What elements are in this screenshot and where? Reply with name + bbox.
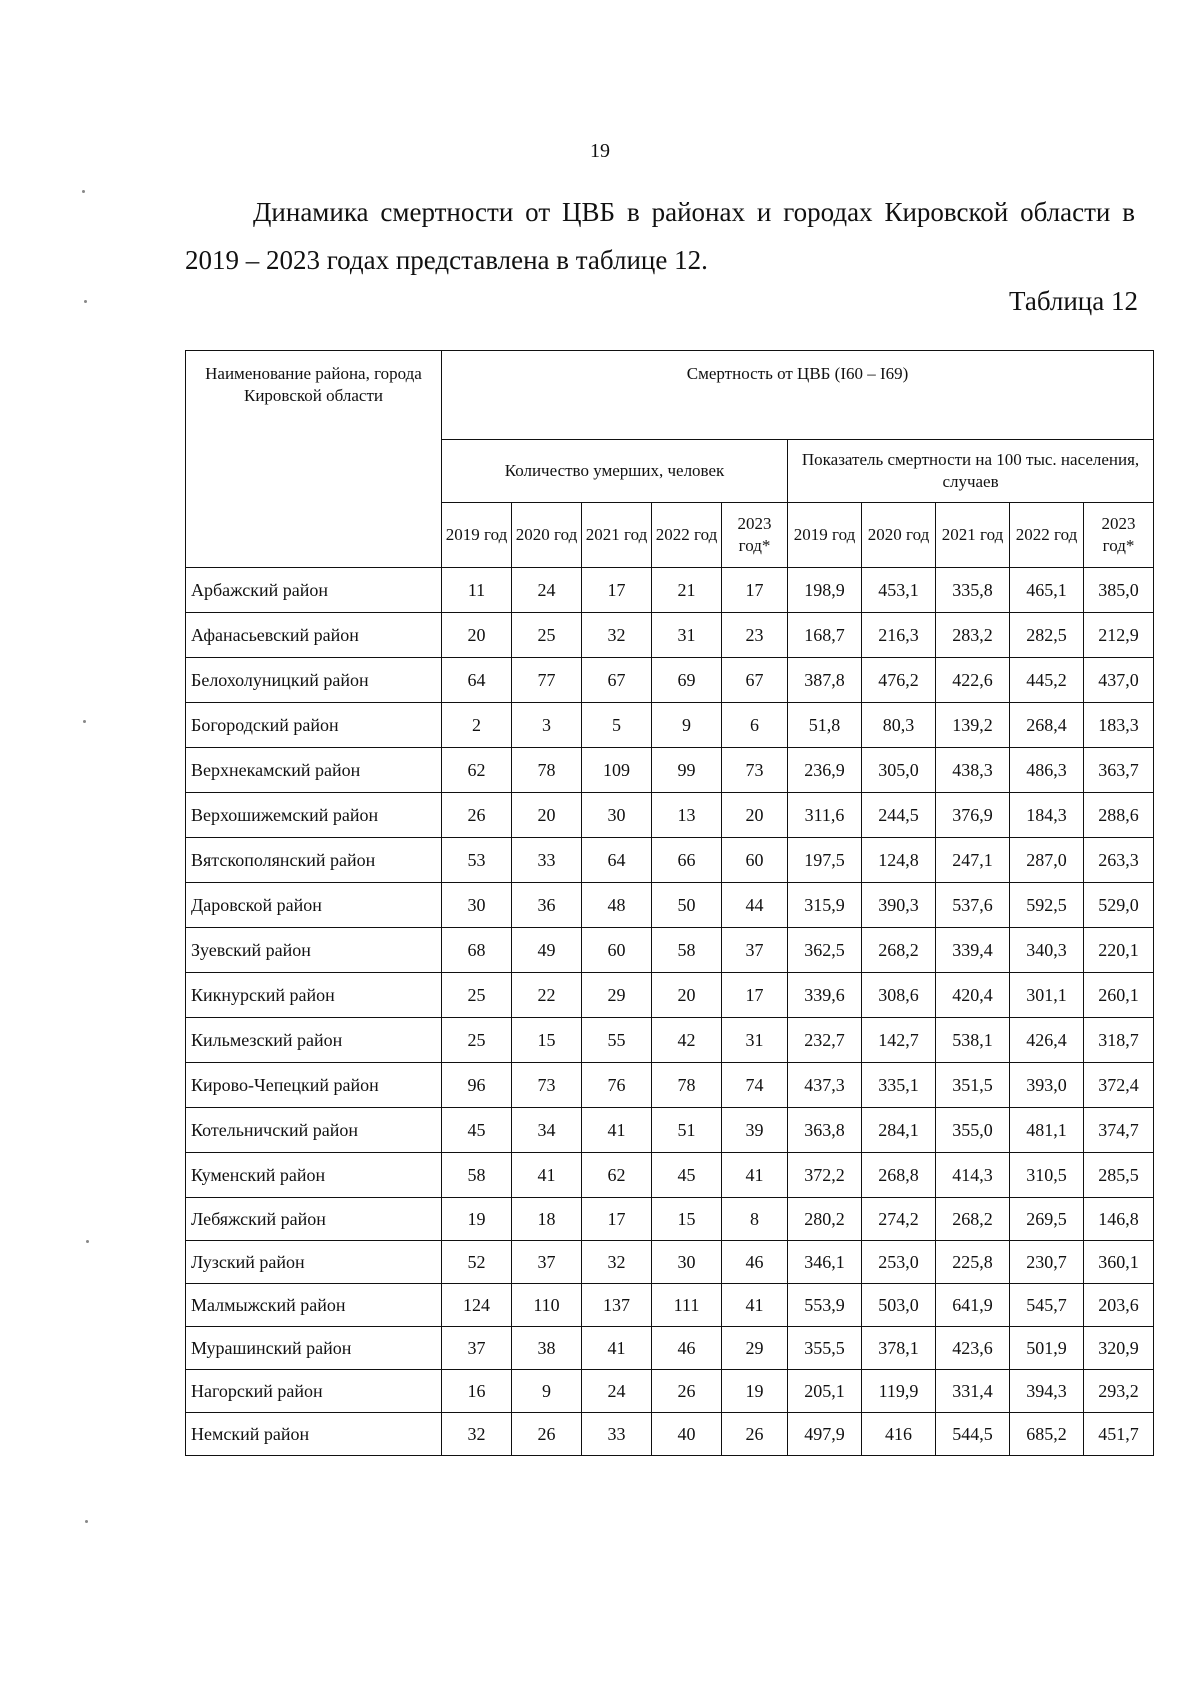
table-row [186,1153,1154,1198]
death-count-cell: 45 [652,1153,722,1198]
mortality-rate-cell: 220,1 [1084,928,1154,973]
death-count-cell: 16 [442,1370,512,1413]
death-count-cell: 5 [582,703,652,748]
mortality-rate-cell: 497,9 [788,1413,862,1456]
death-count-cell: 32 [582,613,652,658]
death-count-cell: 23 [722,613,788,658]
scan-speck [84,300,87,303]
death-count-cell: 26 [722,1413,788,1456]
mortality-rate-cell: 346,1 [788,1241,862,1284]
death-count-cell: 17 [722,568,788,613]
death-count-cell: 33 [512,838,582,883]
mortality-rate-cell: 315,9 [788,883,862,928]
district-name-cell: Мурашинский район [186,1327,442,1370]
mortality-rate-cell: 124,8 [862,838,936,883]
mortality-rate-cell: 355,0 [936,1108,1010,1153]
death-count-cell: 74 [722,1063,788,1108]
death-count-cell: 137 [582,1284,652,1327]
district-name-cell: Кирово-Чепецкий район [186,1063,442,1108]
mortality-rate-cell: 225,8 [936,1241,1010,1284]
header-year: 2021 год [582,503,652,568]
mortality-rate-cell: 168,7 [788,613,862,658]
mortality-rate-cell: 545,7 [1010,1284,1084,1327]
district-name-cell: Лузский район [186,1241,442,1284]
mortality-rate-cell: 308,6 [862,973,936,1018]
mortality-rate-cell: 301,1 [1010,973,1084,1018]
mortality-rate-cell: 339,6 [788,973,862,1018]
mortality-rate-cell: 426,4 [1010,1018,1084,1063]
mortality-rate-cell: 284,1 [862,1108,936,1153]
death-count-cell: 8 [722,1198,788,1241]
header-death-count: Количество умерших, человек [442,440,788,503]
mortality-rate-cell: 553,9 [788,1284,862,1327]
mortality-rate-cell: 363,7 [1084,748,1154,793]
mortality-rate-cell: 212,9 [1084,613,1154,658]
mortality-rate-cell: 355,5 [788,1327,862,1370]
death-count-cell: 15 [512,1018,582,1063]
mortality-rate-cell: 282,5 [1010,613,1084,658]
mortality-rate-cell: 287,0 [1010,838,1084,883]
mortality-rate-cell: 80,3 [862,703,936,748]
death-count-cell: 3 [512,703,582,748]
death-count-cell: 24 [582,1370,652,1413]
mortality-rate-cell: 335,1 [862,1063,936,1108]
mortality-rate-cell: 203,6 [1084,1284,1154,1327]
mortality-rate-cell: 260,1 [1084,973,1154,1018]
header-year: 2022 год [652,503,722,568]
table-row [186,1018,1154,1063]
death-count-cell: 49 [512,928,582,973]
death-count-cell: 73 [512,1063,582,1108]
death-count-cell: 64 [582,838,652,883]
mortality-rate-cell: 268,2 [936,1198,1010,1241]
death-count-cell: 22 [512,973,582,1018]
intro-paragraph: Динамика смертности от ЦВБ в районах и городах Кировской области в 2019 – 2023 годах представлена в таблице 12. [185,197,1135,275]
death-count-cell: 6 [722,703,788,748]
death-count-cell: 42 [652,1018,722,1063]
death-count-cell: 99 [652,748,722,793]
table-row [186,568,1154,613]
death-count-cell: 25 [442,1018,512,1063]
mortality-rate-cell: 390,3 [862,883,936,928]
header-year: 2019 год [442,503,512,568]
death-count-cell: 20 [512,793,582,838]
mortality-rate-cell: 283,2 [936,613,1010,658]
death-count-cell: 46 [652,1327,722,1370]
death-count-cell: 68 [442,928,512,973]
mortality-rate-cell: 274,2 [862,1198,936,1241]
header-year: 2020 год [862,503,936,568]
mortality-rate-cell: 453,1 [862,568,936,613]
mortality-rate-cell: 268,2 [862,928,936,973]
table-row [186,928,1154,973]
death-count-cell: 32 [582,1241,652,1284]
death-count-cell: 37 [442,1327,512,1370]
mortality-rate-cell: 320,9 [1084,1327,1154,1370]
mortality-rate-cell: 374,7 [1084,1108,1154,1153]
death-count-cell: 9 [652,703,722,748]
header-year: 2020 год [512,503,582,568]
mortality-rate-cell: 340,3 [1010,928,1084,973]
death-count-cell: 45 [442,1108,512,1153]
scan-speck [83,720,86,723]
death-count-cell: 31 [722,1018,788,1063]
mortality-rate-cell: 146,8 [1084,1198,1154,1241]
mortality-rate-cell: 378,1 [862,1327,936,1370]
death-count-cell: 53 [442,838,512,883]
table-caption: Таблица 12 [1009,286,1138,316]
page-number: 19 [590,140,610,162]
death-count-cell: 41 [582,1108,652,1153]
header-mortality-rate: Показатель смертности на 100 тыс. населения, случаев [788,440,1154,503]
mortality-rate-cell: 486,3 [1010,748,1084,793]
mortality-rate-cell: 247,1 [936,838,1010,883]
mortality-rate-cell: 142,7 [862,1018,936,1063]
table-row [186,973,1154,1018]
scan-speck [82,190,85,193]
death-count-cell: 24 [512,568,582,613]
district-name-cell: Зуевский район [186,928,442,973]
scan-speck [85,1520,88,1523]
district-name-cell: Богородский район [186,703,442,748]
mortality-rate-cell: 335,8 [936,568,1010,613]
table-row [186,1241,1154,1284]
death-count-cell: 39 [722,1108,788,1153]
mortality-rate-cell: 197,5 [788,838,862,883]
death-count-cell: 111 [652,1284,722,1327]
death-count-cell: 25 [512,613,582,658]
death-count-cell: 41 [722,1153,788,1198]
death-count-cell: 38 [512,1327,582,1370]
death-count-cell: 44 [722,883,788,928]
mortality-rate-cell: 360,1 [1084,1241,1154,1284]
death-count-cell: 30 [652,1241,722,1284]
death-count-cell: 60 [722,838,788,883]
table-row [186,1284,1154,1327]
death-count-cell: 36 [512,883,582,928]
district-name-cell: Нагорский район [186,1370,442,1413]
death-count-cell: 40 [652,1413,722,1456]
death-count-cell: 17 [582,1198,652,1241]
death-count-cell: 58 [652,928,722,973]
mortality-rate-cell: 285,5 [1084,1153,1154,1198]
mortality-rate-cell: 268,8 [862,1153,936,1198]
header-year: 2023 год* [1084,503,1154,568]
table-row [186,1108,1154,1153]
death-count-cell: 48 [582,883,652,928]
death-count-cell: 109 [582,748,652,793]
death-count-cell: 9 [512,1370,582,1413]
death-count-cell: 31 [652,613,722,658]
mortality-rate-cell: 416 [862,1413,936,1456]
mortality-rate-cell: 685,2 [1010,1413,1084,1456]
district-name-cell: Верхошижемский район [186,793,442,838]
mortality-rate-cell: 394,3 [1010,1370,1084,1413]
district-name-cell: Котельничский район [186,1108,442,1153]
mortality-rate-cell: 438,3 [936,748,1010,793]
district-name-cell: Малмыжский район [186,1284,442,1327]
mortality-rate-cell: 331,4 [936,1370,1010,1413]
mortality-rate-cell: 501,9 [1010,1327,1084,1370]
death-count-cell: 37 [722,928,788,973]
death-count-cell: 67 [722,658,788,703]
mortality-rate-cell: 311,6 [788,793,862,838]
death-count-cell: 32 [442,1413,512,1456]
death-count-cell: 20 [652,973,722,1018]
mortality-rate-cell: 280,2 [788,1198,862,1241]
mortality-rate-cell: 216,3 [862,613,936,658]
mortality-rate-cell: 362,5 [788,928,862,973]
mortality-rate-cell: 544,5 [936,1413,1010,1456]
district-name-cell: Кильмезский район [186,1018,442,1063]
death-count-cell: 13 [652,793,722,838]
death-count-cell: 20 [442,613,512,658]
mortality-rate-cell: 268,4 [1010,703,1084,748]
death-count-cell: 34 [512,1108,582,1153]
district-name-cell: Верхнекамский район [186,748,442,793]
death-count-cell: 17 [722,973,788,1018]
death-count-cell: 41 [512,1153,582,1198]
mortality-rate-cell: 437,3 [788,1063,862,1108]
header-year: 2019 год [788,503,862,568]
mortality-rate-cell: 437,0 [1084,658,1154,703]
mortality-rate-cell: 305,0 [862,748,936,793]
table-row [186,658,1154,703]
mortality-rate-cell: 414,3 [936,1153,1010,1198]
mortality-rate-cell: 263,3 [1084,838,1154,883]
death-count-cell: 30 [442,883,512,928]
district-name-cell: Куменский район [186,1153,442,1198]
district-name-cell: Немский район [186,1413,442,1456]
mortality-rate-cell: 445,2 [1010,658,1084,703]
table-row [186,1063,1154,1108]
table-row [186,748,1154,793]
death-count-cell: 41 [722,1284,788,1327]
mortality-rate-cell: 420,4 [936,973,1010,1018]
mortality-rate-cell: 451,7 [1084,1413,1154,1456]
mortality-rate-cell: 269,5 [1010,1198,1084,1241]
death-count-cell: 25 [442,973,512,1018]
death-count-cell: 11 [442,568,512,613]
mortality-rate-cell: 537,6 [936,883,1010,928]
scan-speck [86,1240,89,1243]
mortality-rate-cell: 139,2 [936,703,1010,748]
death-count-cell: 58 [442,1153,512,1198]
mortality-rate-cell: 422,6 [936,658,1010,703]
death-count-cell: 26 [512,1413,582,1456]
mortality-rate-cell: 339,4 [936,928,1010,973]
mortality-rate-cell: 372,2 [788,1153,862,1198]
mortality-rate-cell: 198,9 [788,568,862,613]
table-row [186,703,1154,748]
death-count-cell: 64 [442,658,512,703]
district-name-cell: Кикнурский район [186,973,442,1018]
mortality-rate-cell: 236,9 [788,748,862,793]
district-name-cell: Арбажский район [186,568,442,613]
mortality-rate-cell: 318,7 [1084,1018,1154,1063]
mortality-rate-cell: 476,2 [862,658,936,703]
table-row [186,1327,1154,1370]
death-count-cell: 52 [442,1241,512,1284]
table-row [186,883,1154,928]
mortality-rate-cell: 351,5 [936,1063,1010,1108]
table-row [186,613,1154,658]
death-count-cell: 51 [652,1108,722,1153]
mortality-rate-cell: 119,9 [862,1370,936,1413]
death-count-cell: 2 [442,703,512,748]
mortality-rate-cell: 372,4 [1084,1063,1154,1108]
death-count-cell: 46 [722,1241,788,1284]
death-count-cell: 20 [722,793,788,838]
mortality-rate-cell: 183,3 [1084,703,1154,748]
mortality-rate-cell: 529,0 [1084,883,1154,928]
death-count-cell: 62 [582,1153,652,1198]
mortality-rate-cell: 481,1 [1010,1108,1084,1153]
death-count-cell: 19 [442,1198,512,1241]
death-count-cell: 29 [722,1327,788,1370]
table-body [186,568,1154,1456]
death-count-cell: 37 [512,1241,582,1284]
table-row [186,1413,1154,1456]
district-name-cell: Лебяжский район [186,1198,442,1241]
death-count-cell: 55 [582,1018,652,1063]
district-name-cell: Даровской район [186,883,442,928]
mortality-rate-cell: 230,7 [1010,1241,1084,1284]
mortality-rate-cell: 363,8 [788,1108,862,1153]
mortality-rate-cell: 205,1 [788,1370,862,1413]
table-row [186,1370,1154,1413]
death-count-cell: 33 [582,1413,652,1456]
death-count-cell: 41 [582,1327,652,1370]
district-name-cell: Афанасьевский район [186,613,442,658]
mortality-rate-cell: 51,8 [788,703,862,748]
mortality-rate-cell: 253,0 [862,1241,936,1284]
mortality-rate-cell: 244,5 [862,793,936,838]
death-count-cell: 76 [582,1063,652,1108]
mortality-rate-cell: 423,6 [936,1327,1010,1370]
header-year: 2022 год [1010,503,1084,568]
death-count-cell: 60 [582,928,652,973]
death-count-cell: 77 [512,658,582,703]
death-count-cell: 66 [652,838,722,883]
header-district-name: Наименование района, города Кировской области [186,351,442,568]
mortality-rate-cell: 592,5 [1010,883,1084,928]
district-name-cell: Вятскополянский район [186,838,442,883]
death-count-cell: 26 [442,793,512,838]
death-count-cell: 30 [582,793,652,838]
death-count-cell: 96 [442,1063,512,1108]
death-count-cell: 69 [652,658,722,703]
mortality-rate-cell: 232,7 [788,1018,862,1063]
death-count-cell: 19 [722,1370,788,1413]
mortality-rate-cell: 310,5 [1010,1153,1084,1198]
death-count-cell: 124 [442,1284,512,1327]
table-row [186,1198,1154,1241]
mortality-rate-cell: 641,9 [936,1284,1010,1327]
table-row [186,838,1154,883]
death-count-cell: 29 [582,973,652,1018]
header-year: 2023 год* [722,503,788,568]
death-count-cell: 26 [652,1370,722,1413]
mortality-rate-cell: 387,8 [788,658,862,703]
mortality-rate-cell: 465,1 [1010,568,1084,613]
death-count-cell: 50 [652,883,722,928]
header-year: 2021 год [936,503,1010,568]
death-count-cell: 67 [582,658,652,703]
mortality-rate-cell: 385,0 [1084,568,1154,613]
death-count-cell: 17 [582,568,652,613]
mortality-rate-cell: 293,2 [1084,1370,1154,1413]
death-count-cell: 18 [512,1198,582,1241]
death-count-cell: 21 [652,568,722,613]
death-count-cell: 110 [512,1284,582,1327]
mortality-rate-cell: 376,9 [936,793,1010,838]
mortality-rate-cell: 503,0 [862,1284,936,1327]
mortality-rate-cell: 538,1 [936,1018,1010,1063]
death-count-cell: 78 [652,1063,722,1108]
district-name-cell: Белохолуницкий район [186,658,442,703]
mortality-rate-cell: 184,3 [1010,793,1084,838]
death-count-cell: 73 [722,748,788,793]
mortality-table [185,350,1154,1456]
mortality-rate-cell: 393,0 [1010,1063,1084,1108]
death-count-cell: 62 [442,748,512,793]
mortality-rate-cell: 288,6 [1084,793,1154,838]
death-count-cell: 78 [512,748,582,793]
death-count-cell: 15 [652,1198,722,1241]
header-mortality-group: Смертность от ЦВБ (I60 – I69) [442,351,1154,440]
table-row [186,793,1154,838]
